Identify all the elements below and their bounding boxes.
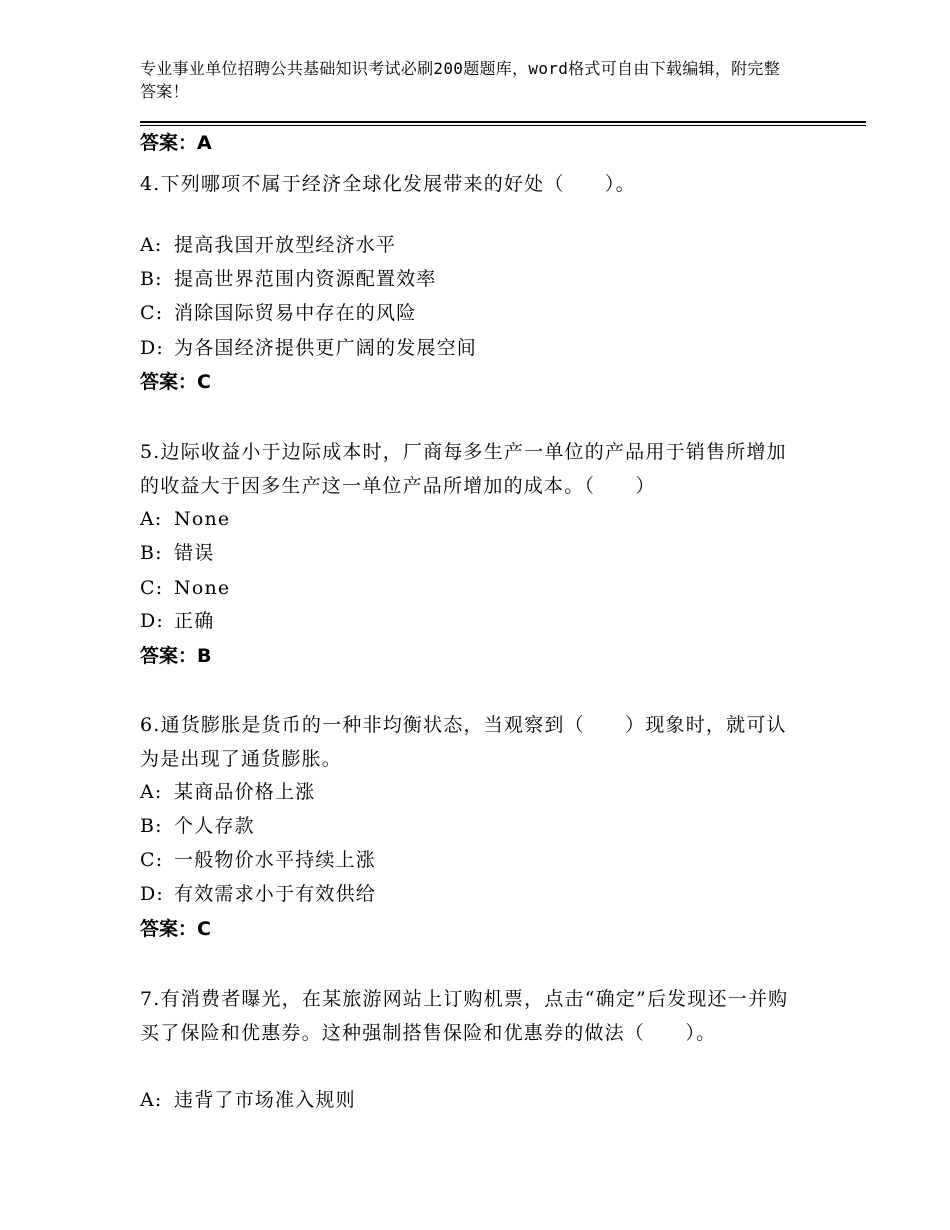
option-letter: D: [140,883,165,905]
option-letter: C: [140,849,164,871]
question-7-option-a [140,1088,356,1112]
option-letter: C: [140,577,164,599]
option-letter: C: [140,302,164,324]
option-text: 有效需求小于有效供给 [174,883,377,905]
option-text: None [174,508,231,530]
previous-answer: 答案：A [140,132,212,154]
question-5-answer: 答案：B [140,645,212,667]
option-letter: B: [140,815,163,837]
question-5-text: 5.边际收益小于边际成本时，厂商每多生产一单位的产品用于销售所增加的收益大于因多生产这一单位产品所增加的成本。（ ） [140,441,787,497]
option-text: 为各国经济提供更广阔的发展空间 [174,337,478,359]
question-6-text: 6.通货膨胀是货币的一种非均衡状态，当观察到（ ）现象时，就可认为是出现了通货膨胀。 [140,714,787,770]
question-4-text: 4.下列哪项不属于经济全球化发展带来的好处（ ）。 [140,173,636,195]
option-text: 违背了市场准入规则 [174,1089,356,1111]
option-letter: D: [140,610,165,632]
option-text: 一般物价水平持续上涨 [174,849,377,871]
question-5-option-c [140,576,230,600]
header-divider-thick [140,121,866,123]
question-6-option-a [140,780,315,804]
option-letter: D: [140,337,165,359]
option-letter: A: [140,508,163,530]
question-4-option-d [140,336,477,360]
question-6-answer: 答案：C [140,918,211,940]
question-7-text: 7.有消费者曝光，在某旅游网站上订购机票，点击“确定”后发现还一并购买了保险和优惠券。这种强制搭售保险和优惠券的做法（ ）。 [140,988,789,1044]
question-5-option-b [140,541,214,565]
question-6-option-c [140,848,376,872]
option-letter: B: [140,268,163,290]
option-letter: B: [140,542,163,564]
option-text: 某商品价格上涨 [174,781,316,803]
option-text: 个人存款 [174,815,255,837]
page-header: 专业事业单位招聘公共基础知识考试必刷200题题库，word格式可自由下载编辑，附完整答案！ [140,59,781,101]
question-5-option-a [140,507,230,531]
option-text: 错误 [174,542,215,564]
question-4-option-c [140,301,416,325]
question-4-answer: 答案：C [140,371,211,393]
option-text: 提高我国开放型经济水平 [174,234,397,256]
option-text: 提高世界范围内资源配置效率 [174,268,437,290]
option-letter: A: [140,1089,163,1111]
option-letter: A: [140,234,163,256]
option-text: 正确 [174,610,215,632]
option-text: None [174,577,231,599]
question-4-option-a [140,233,396,257]
question-4-option-b [140,267,437,291]
question-5-option-d [140,609,214,633]
question-6-option-d [140,882,376,906]
option-letter: A: [140,781,163,803]
option-text: 消除国际贸易中存在的风险 [174,302,417,324]
header-divider-thin [140,125,866,126]
question-6-option-b [140,814,255,838]
